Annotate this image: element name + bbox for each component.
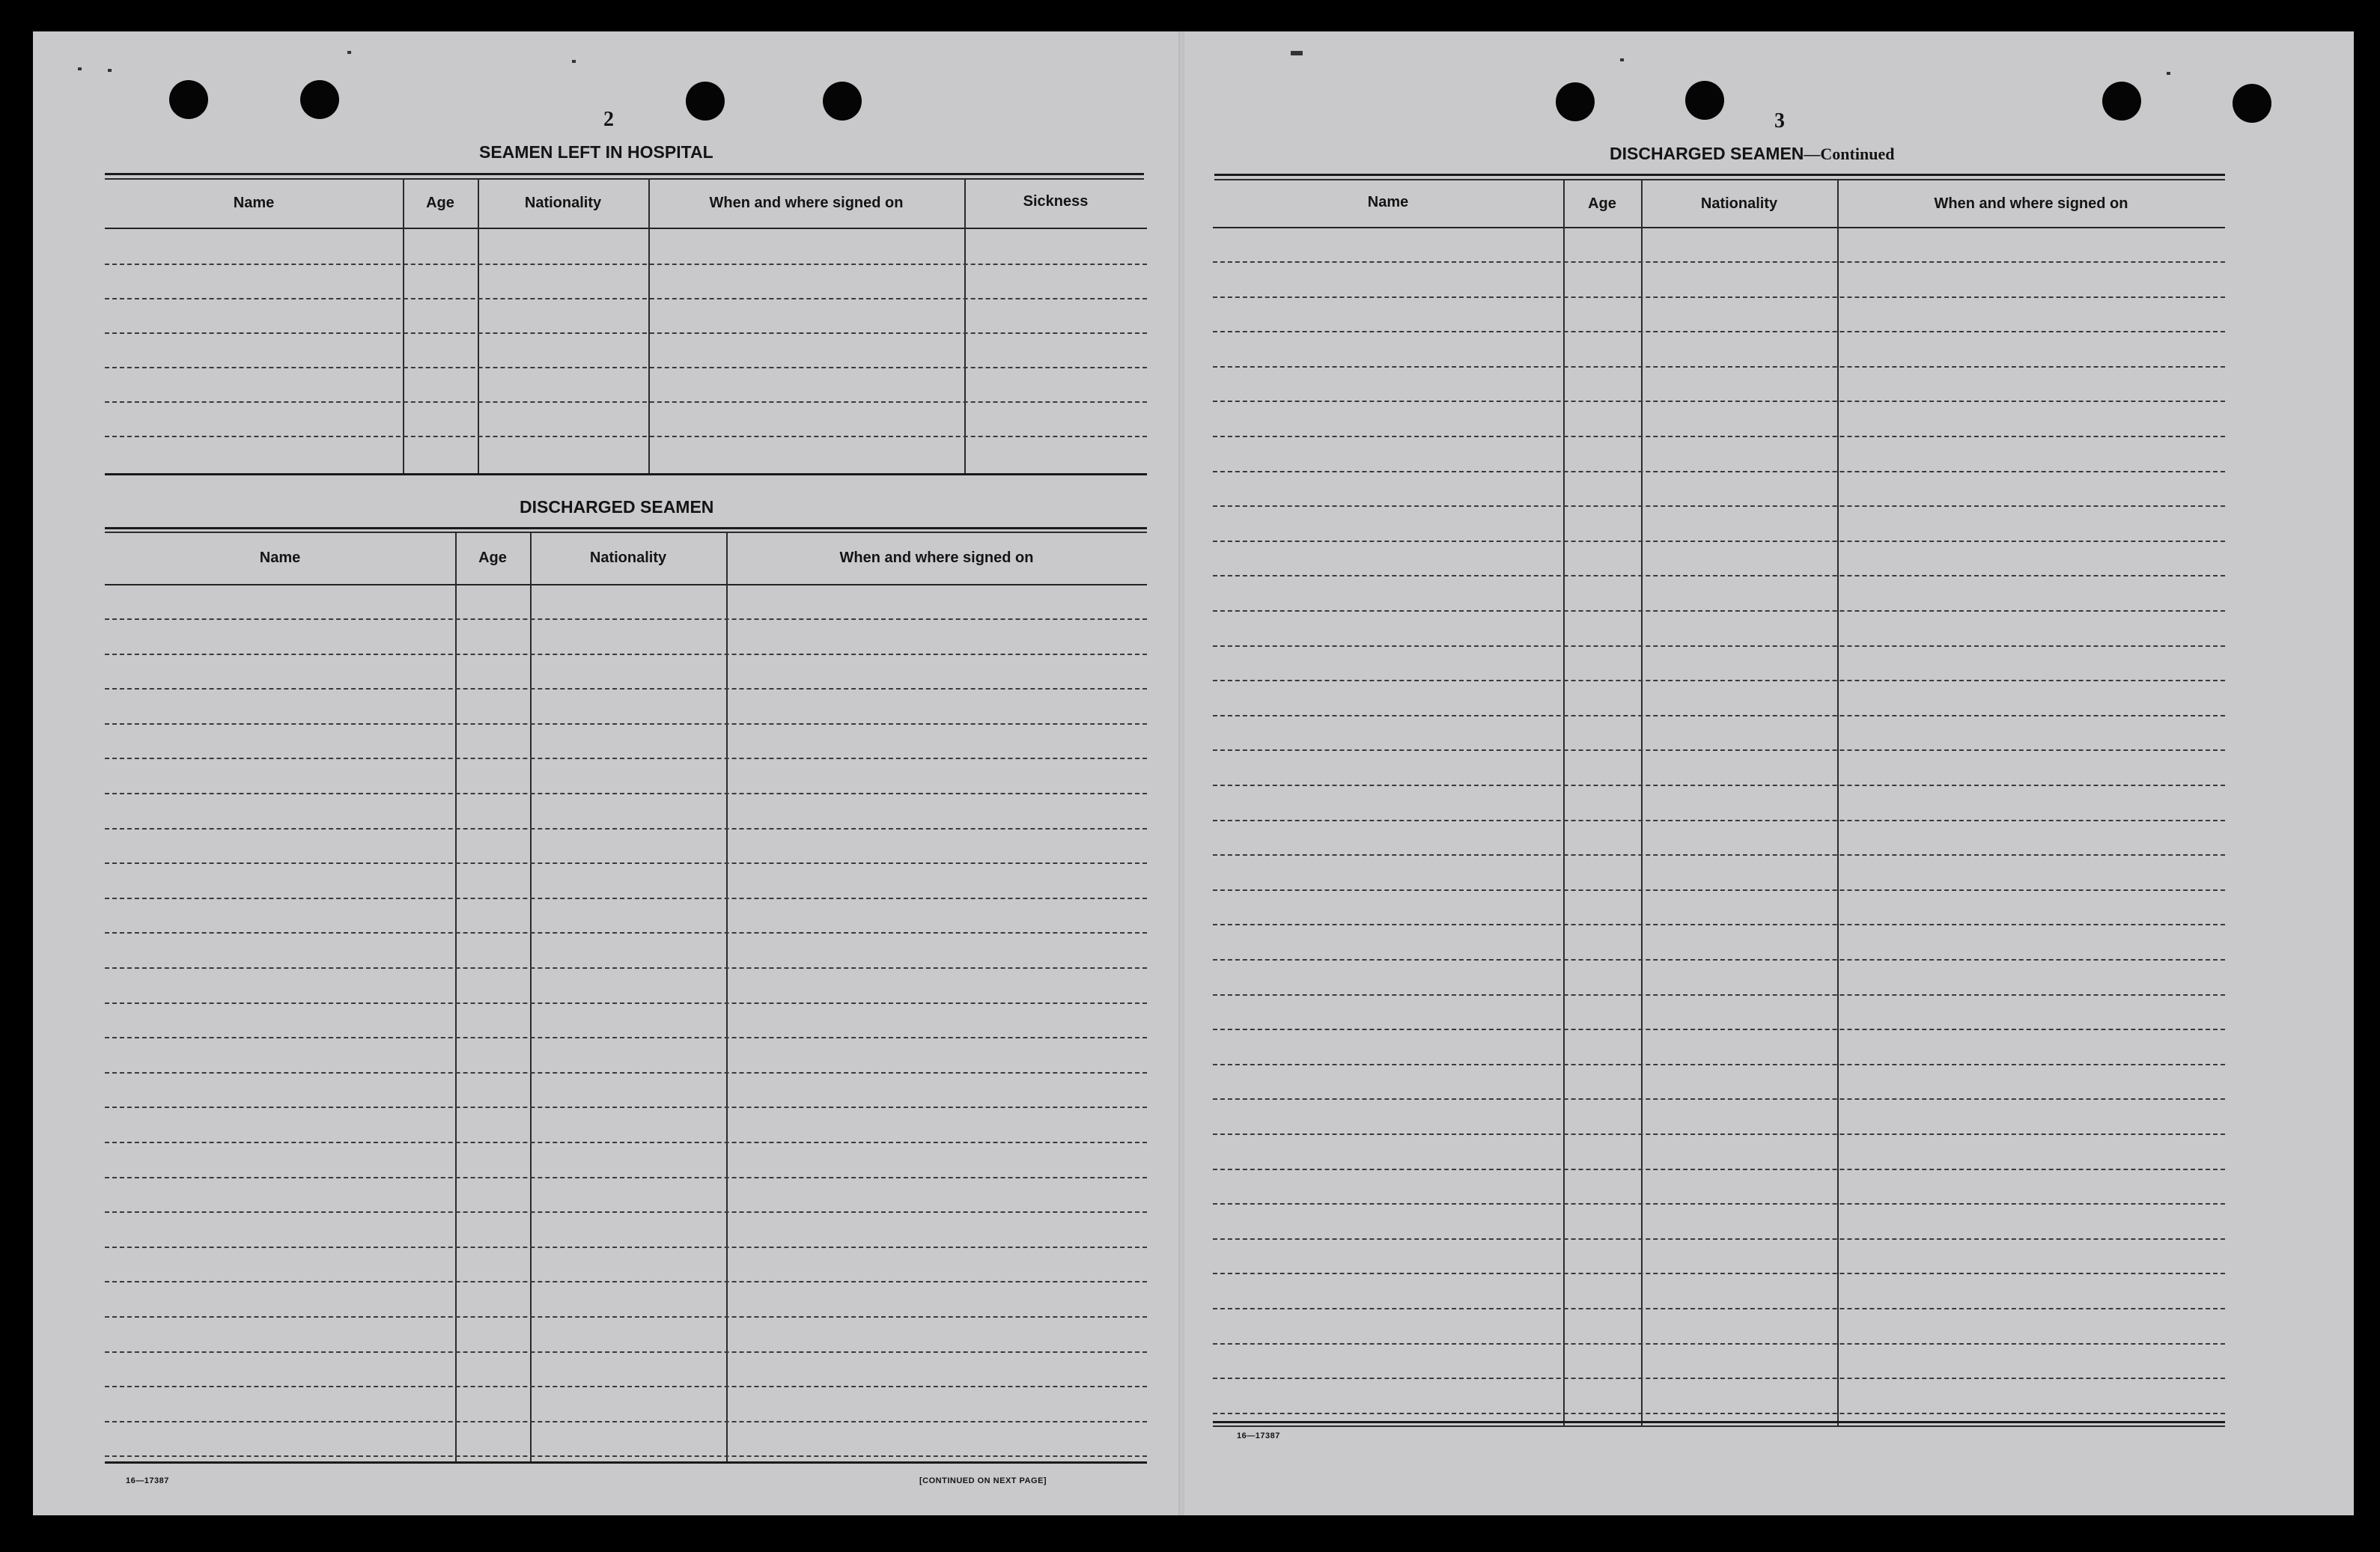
punch-hole [823,82,862,121]
ink-speck [1291,51,1303,55]
section-title-suffix: —Continued [1804,144,1895,163]
table-row [1213,1169,2225,1170]
table-row [1213,505,2225,507]
section-rule [105,473,1147,475]
table-row [1213,401,2225,402]
column-header-age: Age [478,550,507,566]
table-row [1213,854,2225,856]
section-rule [105,1461,1147,1464]
table-row [105,1351,1147,1353]
table-row [1213,1413,2225,1414]
column-header-age: Age [426,195,454,211]
table-row [105,793,1147,794]
table-row [105,401,1147,403]
ink-speck [1620,58,1624,61]
hospital-table [105,180,1147,473]
section-rule [105,173,1144,175]
form-number: 16—17387 [126,1476,169,1485]
table-row [105,1142,1147,1143]
table-row [105,932,1147,934]
column-header-signed-on: When and where signed on [1934,195,2128,212]
right-page [1178,31,2354,1515]
punch-hole [2233,84,2271,123]
table-row [1213,749,2225,751]
table-row [1213,1203,2225,1205]
column-divider [478,180,479,473]
table-row [1213,1029,2225,1030]
ink-speck [2167,72,2170,75]
table-row [1213,610,2225,612]
table-row [105,1455,1147,1457]
column-divider [455,533,457,1461]
table-row [1213,1133,2225,1135]
column-divider [964,180,966,473]
column-header-nationality: Nationality [524,195,602,211]
table-row [105,436,1147,437]
hospital-section-title: SEAMEN LEFT IN HOSPITAL [479,142,713,162]
discharged-continued-title [1610,144,1894,164]
ink-speck [108,69,112,72]
section-rule [1213,1421,2225,1423]
table-row [105,758,1147,759]
form-number: 16—17387 [1237,1431,1280,1440]
table-row [105,1386,1147,1387]
table-row [1213,1308,2225,1309]
table-row [105,967,1147,969]
punch-hole [169,80,208,119]
table-row [105,1107,1147,1108]
left-page [33,31,1178,1515]
column-header-signed-on: When and where signed on [709,195,904,211]
document-sheet [33,31,2354,1515]
column-header-signed-on: When and where signed on [839,550,1034,566]
column-divider [648,180,650,473]
table-row [105,1211,1147,1213]
table-row [1213,331,2225,332]
table-row [1213,645,2225,647]
table-row [1213,680,2225,681]
table-row [105,828,1147,830]
table-row [105,1037,1147,1038]
table-row [105,1281,1147,1282]
continued-note: [CONTINUED ON NEXT PAGE] [919,1476,1047,1485]
table-row [105,618,1147,620]
table-row [105,1177,1147,1178]
section-rule [1214,174,2225,176]
table-row [1213,1098,2225,1100]
table-row [1213,1378,2225,1379]
table-row [1213,575,2225,576]
table-row [1213,959,2225,961]
table-row [105,1072,1147,1074]
table-row [1213,471,2225,472]
table-header [1213,180,2225,228]
table-row [1213,820,2225,821]
table-row [1213,994,2225,996]
table-row [105,298,1147,299]
punch-hole [1556,82,1595,121]
table-row [1213,541,2225,542]
table-row [1213,1238,2225,1240]
table-row [1213,1273,2225,1274]
table-row [1213,924,2225,925]
table-row [1213,366,2225,368]
table-row [1213,715,2225,716]
column-header-sickness: Sickness [1023,193,1089,210]
ink-speck [347,51,351,54]
punch-hole [686,82,725,121]
ink-speck [78,67,82,70]
table-row [1213,436,2225,437]
table-row [105,688,1147,690]
table-row [1213,785,2225,786]
column-header-name: Name [1367,194,1409,210]
table-header [105,533,1147,585]
table-row [105,862,1147,864]
table-row [1213,889,2225,891]
column-header-name: Name [259,550,301,566]
column-divider [726,533,728,1461]
table-row [105,367,1147,368]
punch-hole [300,80,339,119]
column-divider [530,533,532,1461]
table-row [1213,296,2225,298]
section-rule [105,527,1147,529]
punch-hole [2102,82,2141,121]
discharged-table [105,533,1147,1461]
table-row [105,898,1147,899]
section-title-text: DISCHARGED SEAMEN [1610,144,1804,163]
punch-hole [1685,81,1724,120]
ink-speck [572,60,576,63]
discharged-section-title: DISCHARGED SEAMEN [520,497,714,517]
table-row [105,1247,1147,1248]
discharged-continued-table [1213,180,2225,1426]
section-rule [1213,1425,2225,1427]
column-header-nationality: Nationality [1700,195,1778,212]
table-row [105,654,1147,655]
table-row [1213,1343,2225,1345]
table-row [1213,261,2225,263]
column-header-name: Name [233,195,275,211]
table-row [105,264,1147,265]
column-header-nationality: Nationality [589,550,667,566]
page-number: 2 [603,108,614,131]
column-header-age: Age [1588,195,1616,212]
table-row [105,1002,1147,1004]
table-row [1213,1064,2225,1065]
table-row [105,723,1147,725]
table-row [105,1421,1147,1422]
column-divider [403,180,404,473]
table-header [105,180,1147,229]
table-row [105,332,1147,334]
page-number: 3 [1774,109,1785,133]
table-row [105,1316,1147,1318]
